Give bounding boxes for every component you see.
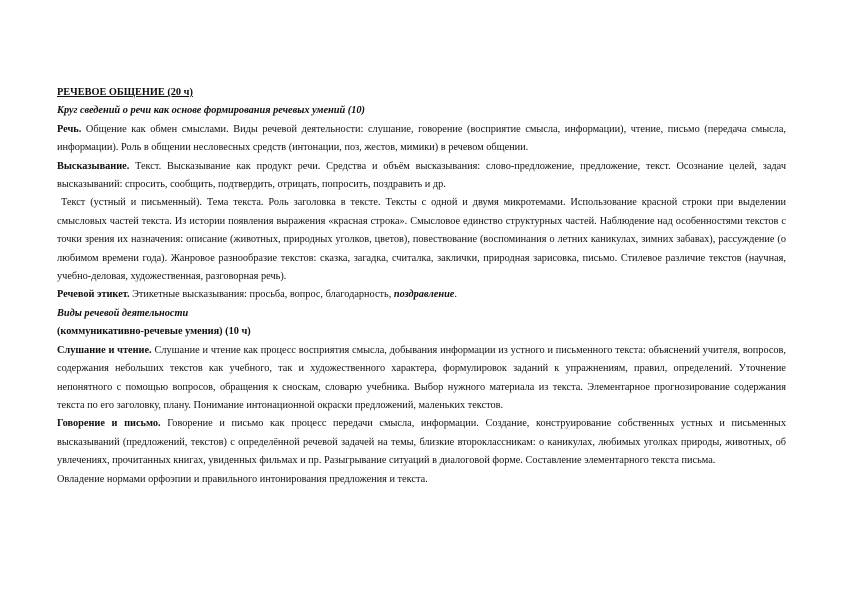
paragraph-etiquette [57, 286, 786, 304]
paragraph-speech [57, 121, 786, 158]
paragraph-lead: Слушание и чтение. [57, 344, 152, 356]
paragraph-lead: Речевой этикет. [57, 289, 130, 301]
paragraph-text: Говорение и письмо как процесс передачи смысла, информации. Создание, конструирование собственных устных и письменных высказываний (предложений, текстов) с определённой речевой задачей на темы, близкие второклассникам: о каникулах, любимых уголках природы, животных, об увлечениях, прочитанных книгах, увиденных фильмах и пр. Разыгрывание ситуаций в диалоговой форме. Составление элементарного текста письма. [57, 418, 787, 467]
paragraph-lead: Говорение и письмо. [57, 418, 161, 430]
subsection2-title: Виды речевой деятельности [57, 307, 189, 319]
paragraph-speaking-writing [57, 415, 786, 470]
subsection2-subtitle: (коммуникативно-речевые умения) (10 ч) [57, 326, 251, 338]
paragraph-end: . [454, 289, 457, 301]
paragraph-lead: Высказывание. [57, 160, 130, 172]
subsection-title: Круг сведений о речи как основе формирования речевых умений (10) [57, 105, 365, 117]
paragraph-text: Овладение нормами орфоэпии и правильного интонирования предложения и текста. [57, 473, 428, 485]
paragraph-text-types [57, 194, 786, 286]
paragraph-utterance [57, 158, 786, 195]
paragraph-text: Текст (устный и письменный). Тема текста. Роль заголовка в тексте. Тексты с одной и двумя микротемами. Использование красной строки при выделении смысловых частей текста. Из истории появления выражения «красная строка». Смысловое единство структурных частей. Наблюдение над особенностями текстов с точки зрения их назначения: описание (животных, природных уголков, цветов), повествование (воспоминания о летних каникулах, зимних забавах), рассуждение (о любимом времени года). Жанровое разнообразие текстов: сказка, загадка, считалка, заклички, природная зарисовка, письмо. Стилевое различие текстов (научная, учебно-деловая, художественная, разговорная речь). [57, 197, 786, 283]
paragraph-text: Этикетные высказывания: просьба, вопрос, благодарность, [129, 289, 394, 301]
paragraph-listening-reading [57, 342, 786, 416]
paragraph-orthoepy [57, 471, 786, 489]
paragraph-text: Слушание и чтение как процесс восприятия смысла, добывания информации из устного и письменного текста: объяснений учителя, вопросов, содержания небольших текстов как учебного, так и художественного характера, формулировок заданий к упражнениям, правил, определений. Уточнение непонятного с помощью вопросов, обращения к сноскам, словарю учебника. Выбор нужного материала из текста. Элементарное прогнозирование содержания текста по его заголовку, плану. Понимание интонационной окраски предложений, маленьких текстов. [57, 344, 786, 411]
document-page [57, 84, 786, 489]
paragraph-text: Общение как обмен смыслами. Виды речевой деятельности: слушание, говорение (восприятие смысла, информации), чтение, письмо (передача смысла, информации). Роль в общении несловесных средств (интонации, поз, жестов, мимики) в речевом общении. [57, 123, 786, 154]
paragraph-text: Текст. Высказывание как продукт речи. Средства и объём высказывания: слово-предложение, предложение, текст. Осознание целей, задач высказываний: спросить, сообщить, подтвердить, отрицать, попросить, поздравить и др. [57, 160, 786, 191]
paragraph-lead: Речь. [57, 123, 82, 135]
paragraph-emphasis: поздравление [393, 289, 455, 301]
section-title: РЕЧЕВОЕ ОБЩЕНИЕ (20 ч) [57, 87, 193, 98]
